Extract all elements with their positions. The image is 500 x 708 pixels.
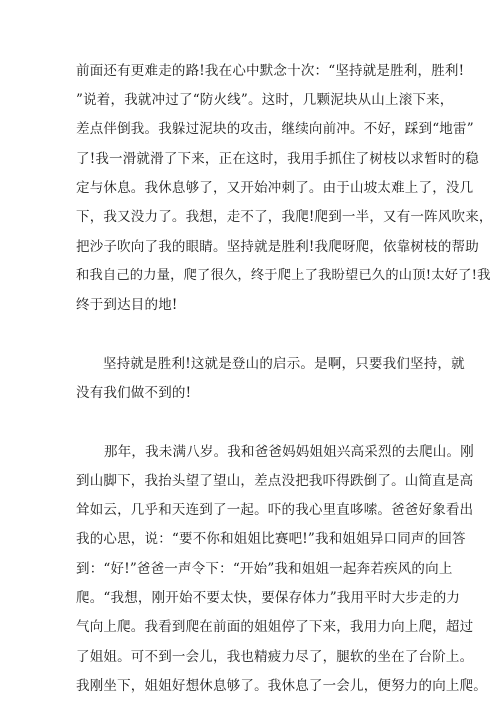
text-line: 了!我一滑就滑了下来，正在这时，我用手抓住了树枝以求暂时的稳 [76, 151, 479, 167]
text-line: 和我自己的力量，爬了很久，终于爬上了我盼望已久的山顶!太好了!我 [76, 268, 491, 283]
text-line: 耸如云，几乎和天连到了一起。吓的我心里直哆嗦。爸爸好象看出 [76, 502, 474, 518]
text-line: 差点伴倒我。我躲过泥块的攻击，继续向前冲。不好，踩到“地雷” [76, 121, 474, 137]
text-line: 到：“好!”爸爸一声令下：“开始”我和姐姐一起奔若疾风的向上 [76, 561, 453, 577]
text-line: 坚持就是胜利!这就是登山的启示。是啊，只要我们坚持，就 [103, 356, 465, 372]
text-line: 我刚坐下，姐姐好想休息够了。我休息了一会儿，便努力的向上爬。 [76, 678, 487, 694]
text-line: ”说着，我就冲过了“防火线”。这时，几颗泥块从山上滚下来， [76, 92, 454, 108]
text-line: 前面还有更难走的路!我在心中默念十次：“坚持就是胜利，胜利! [76, 63, 465, 79]
text-line: 到山脚下，我抬头望了望山，差点没把我吓得跌倒了。山简直是高 [76, 473, 474, 489]
text-line: 我的心思，说：“要不你和姐姐比赛吧!”我和姐姐异口同声的回答 [76, 531, 466, 547]
text-line: 把沙子吹向了我的眼睛。坚持就是胜利!我爬呀爬，依靠树枝的帮助 [76, 239, 479, 255]
text-line: 没有我们做不到的! [76, 385, 192, 401]
text-line: 定与休息。我休息够了，又开始冲刺了。由于山坡太难上了，没几 [76, 180, 474, 196]
text-line: 下，我又没力了。我想，走不了，我爬!爬到一半，又有一阵风吹来， [76, 209, 493, 225]
text-line: 了姐姐。可不到一会儿，我也精疲力尽了，腿软的坐在了台阶上。 [76, 649, 474, 665]
text-line: 终于到达目的地! [76, 297, 178, 313]
text-line: 那年，我未满八岁。我和爸爸妈妈姐姐兴高采烈的去爬山。刚 [104, 444, 474, 460]
text-line: 气向上爬。我看到爬在前面的姐姐停了下来，我用力向上爬，超过 [76, 619, 474, 635]
text-line: 爬。“我想，刚开始不要太快，要保存体力”我用平时大步走的力 [76, 590, 461, 606]
